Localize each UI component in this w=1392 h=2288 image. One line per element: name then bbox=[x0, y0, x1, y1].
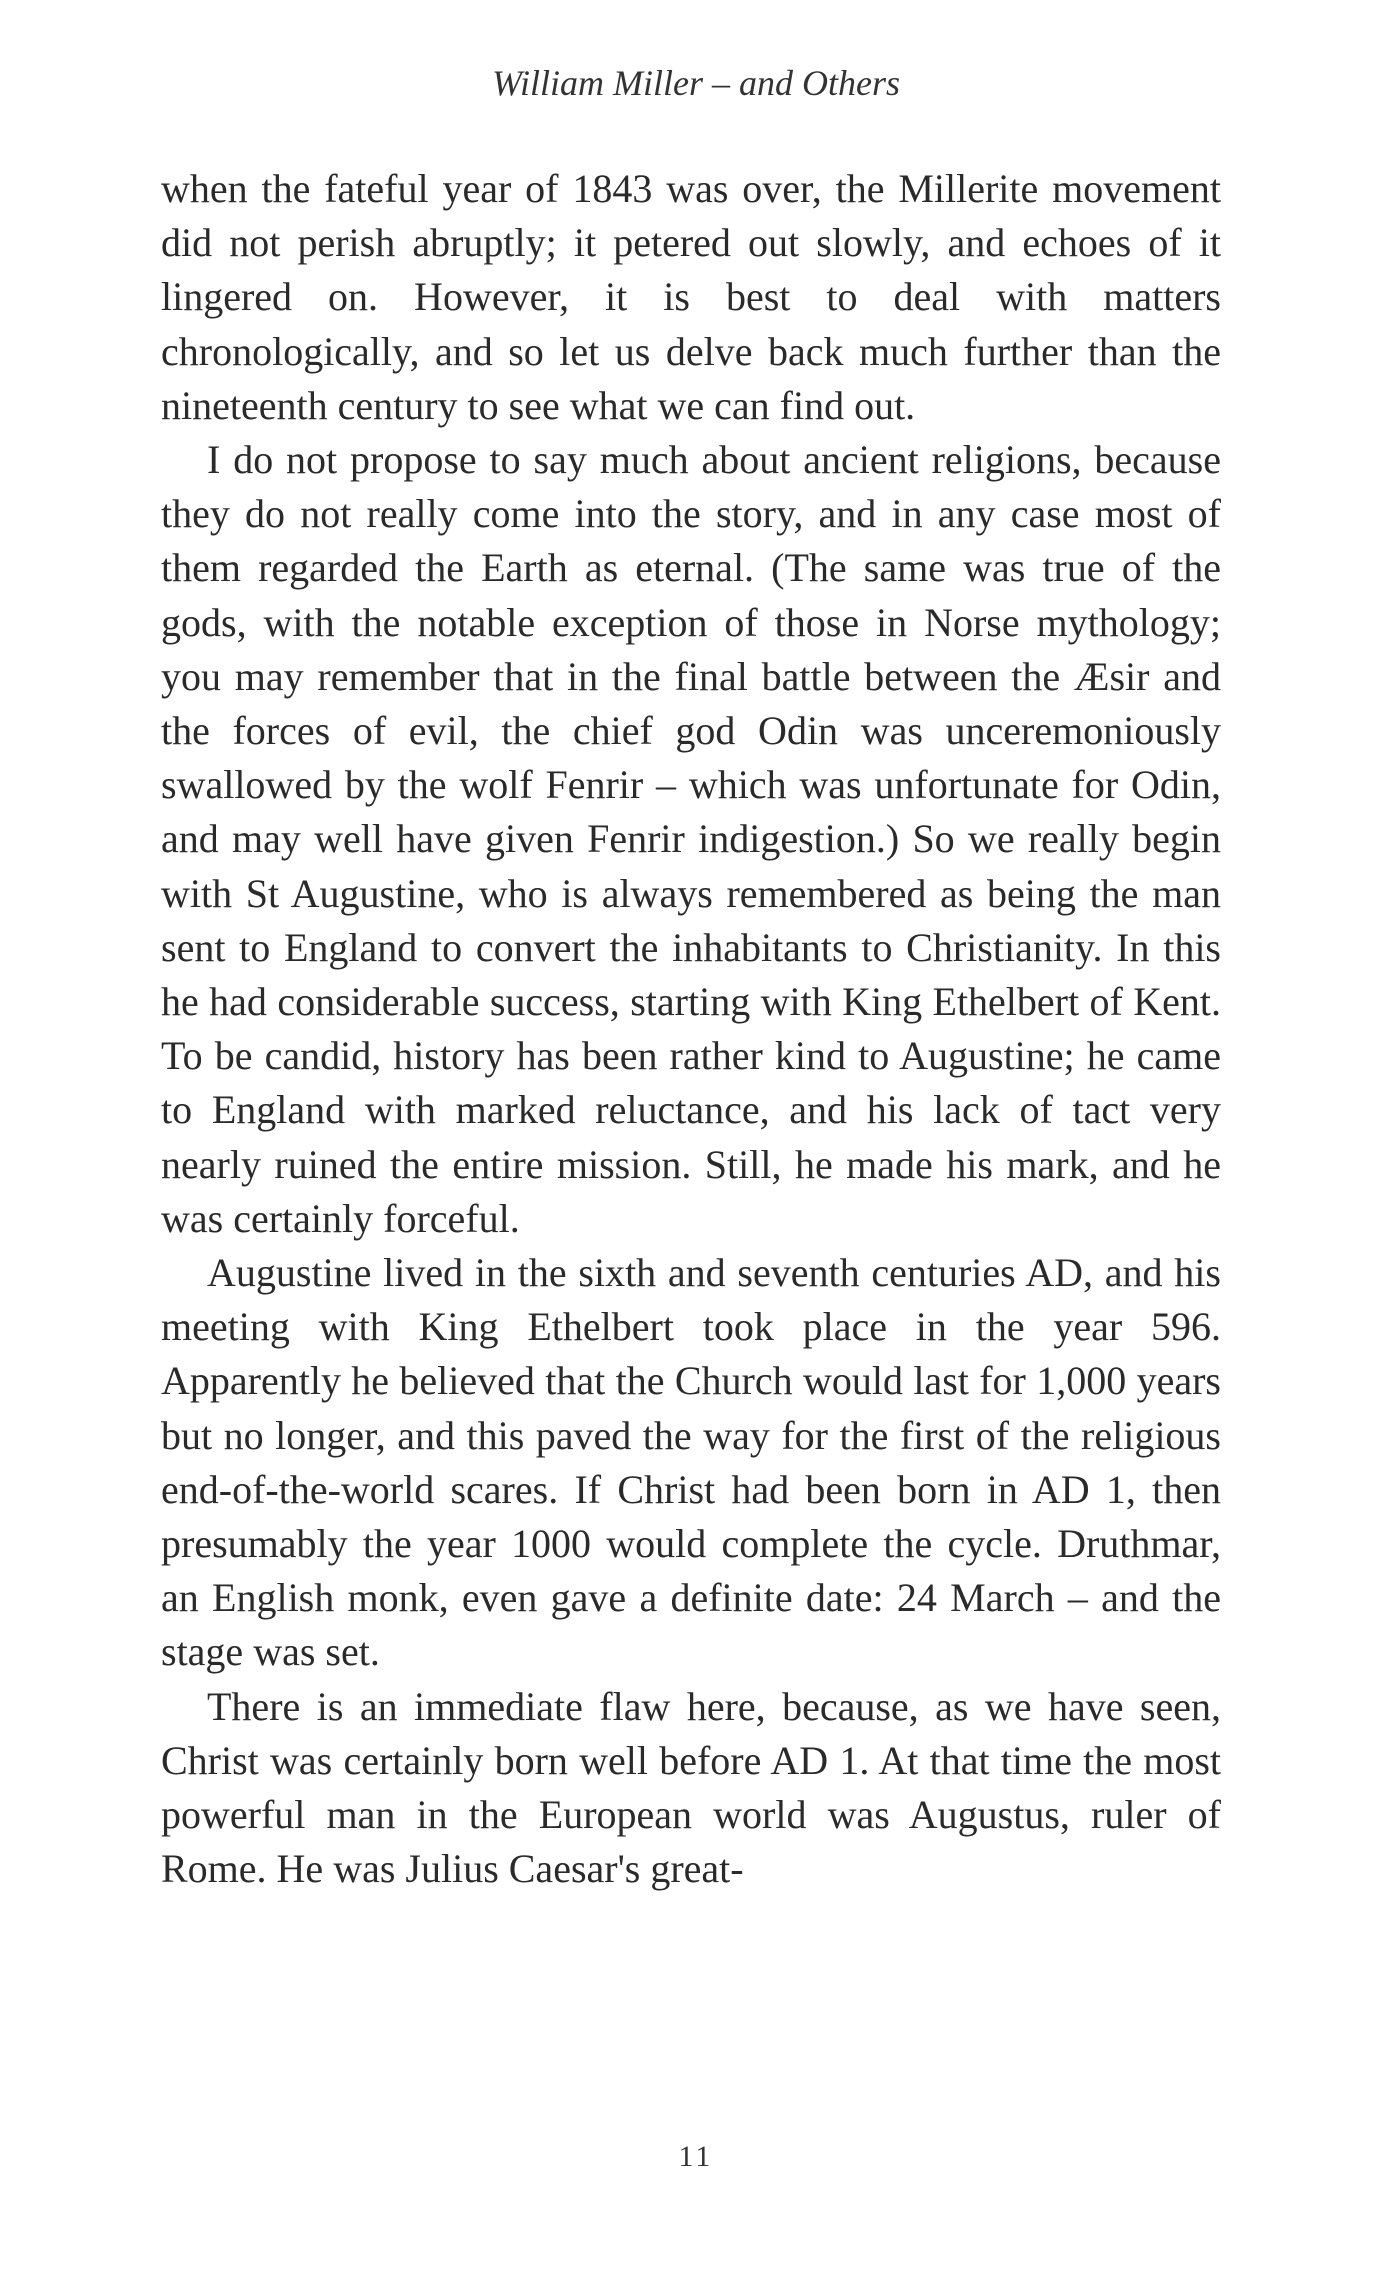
paragraph: when the fateful year of 1843 was over, the Millerite movement did not perish abruptly; it petered out slowly, and echoes of it lingered on. However, it is best to deal with matters chronologically, and so let us delve back much further than the nineteenth century to see what we can find out. bbox=[161, 166, 1221, 428]
paragraph: There is an immediate flaw here, because, as we have seen, Christ was certainly born well before AD 1. At that time the most powerful man in the European world was Augustus, ruler of Rome. He was Julius Caesar's great- bbox=[161, 1683, 1221, 1892]
page-number: 11 bbox=[678, 2140, 714, 2173]
paragraph: Augustine lived in the sixth and seventh centuries AD, and his meeting with King Ethelbert took place in the year 596. Apparently he believed that the Church would last for 1,000 years but no longer, and this paved the way for the first of the religious end-of-the-world scares. If Christ had been born in AD 1, then presumably the year 1000 would complete the cycle. Druthmar, an English monk, even gave a definite date: 24 March – and the stage was set. bbox=[161, 1250, 1221, 1675]
body-text bbox=[161, 162, 1221, 1897]
paragraph: I do not propose to say much about ancient religions, because they do not really come into the story, and in any case most of them regarded the Earth as eternal. (The same was true of the gods, with the notable exception of those in Norse mythology; you may remember that in the final battle between the Æsir and the forces of evil, the chief god Odin was unceremoniously swallowed by the wolf Fenrir – which was unfortunate for Odin, and may well have given Fenrir indigestion.) So we really begin with St Augustine, who is always remembered as being the man sent to England to convert the inhabitants to Christianity. In this he had considerable success, starting with King Ethelbert of Kent. To be candid, history has been rather kind to Augustine; he came to England with marked reluctance, and his lack of tact very nearly ruined the entire mission. Still, he made his mark, and he was certainly forceful. bbox=[161, 437, 1221, 1241]
running-head: William Miller – and Others bbox=[492, 63, 900, 103]
